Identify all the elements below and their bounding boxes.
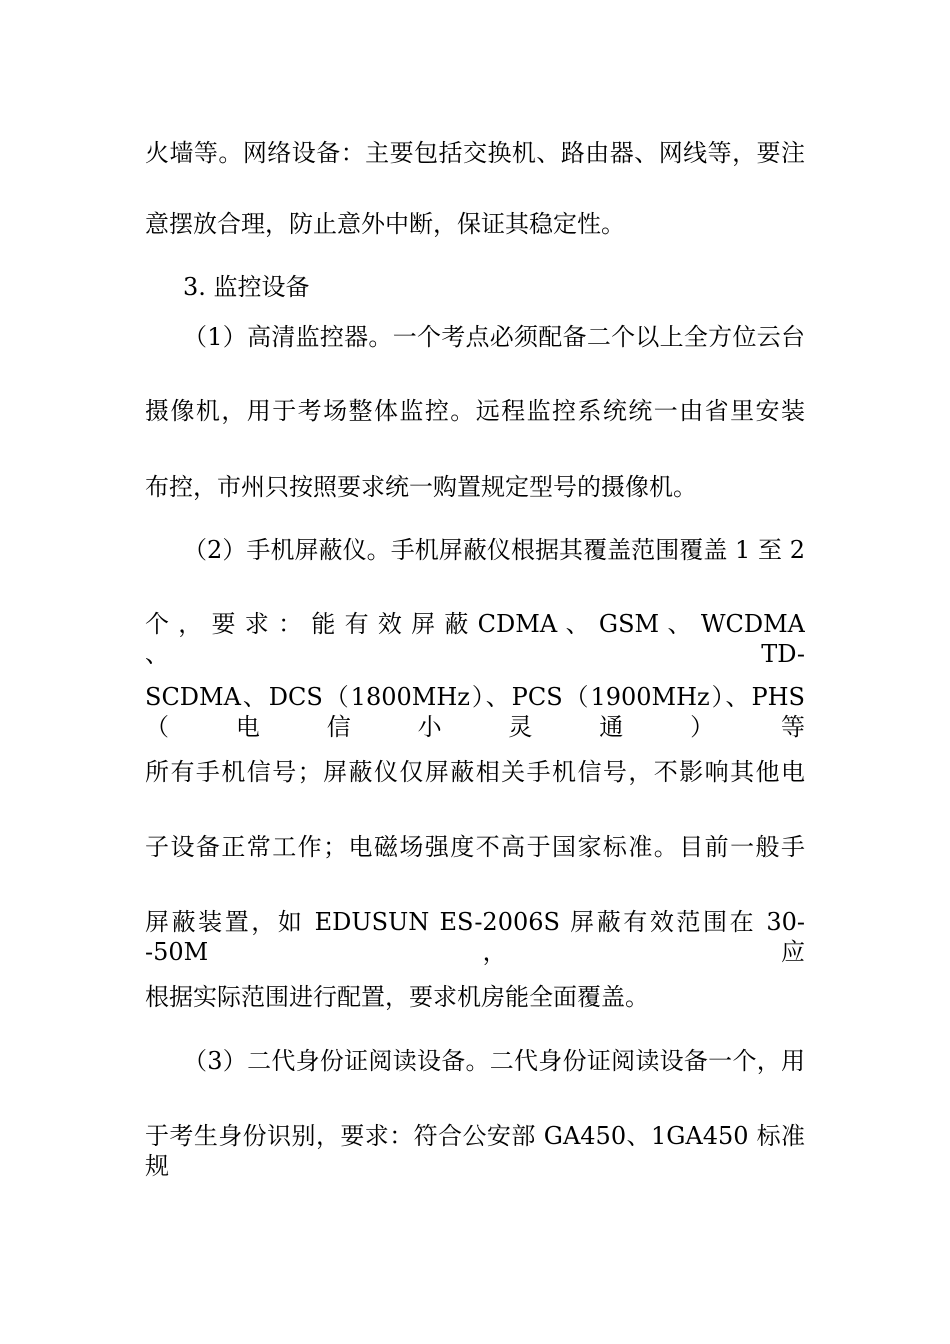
paragraph-line-1: 火墙等。网络设备：主要包括交换机、路由器、网线等，要注 xyxy=(145,139,805,167)
paragraph-line-14: （3）二代身份证阅读设备。二代身份证阅读设备一个，用 xyxy=(183,1047,805,1075)
section-heading: 3. 监控设备 xyxy=(183,273,310,301)
paragraph-line-6: 布控，市州只按照要求统一购置规定型号的摄像机。 xyxy=(145,473,697,501)
paragraph-line-10: 所有手机信号；屏蔽仪仅屏蔽相关手机信号，不影响其他电 xyxy=(145,758,805,786)
paragraph-line-7: （2）手机屏蔽仪。手机屏蔽仪根据其覆盖范围覆盖 1 至 2 xyxy=(183,536,805,564)
paragraph-line-2: 意摆放合理，防止意外中断，保证其稳定性。 xyxy=(145,210,625,238)
paragraph-line-8: 个 ， 要 求 ： 能 有 效 屏 蔽 CDMA 、 GSM 、 WCDMA 、 TD- xyxy=(145,610,805,668)
paragraph-line-5: 摄像机，用于考场整体监控。远程监控系统统一由省里安装 xyxy=(145,397,805,425)
paragraph-line-4: （1）高清监控器。一个考点必须配备二个以上全方位云台 xyxy=(183,323,805,351)
paragraph-line-9: SCDMA、DCS（1800MHz）、PCS（1900MHz）、PHS（电信小灵通）等 xyxy=(145,683,805,741)
paragraph-line-11: 子设备正常工作；电磁场强度不高于国家标准。目前一般手 xyxy=(145,833,805,861)
paragraph-line-15: 于考生身份识别，要求：符合公安部 GA450、1GA450 标准规 xyxy=(145,1122,805,1180)
paragraph-line-13: 根据实际范围进行配置，要求机房能全面覆盖。 xyxy=(145,983,649,1011)
paragraph-line-12: 屏蔽装置，如 EDUSUN ES-2006S 屏蔽有效范围在 30--50M，应 xyxy=(145,908,805,966)
